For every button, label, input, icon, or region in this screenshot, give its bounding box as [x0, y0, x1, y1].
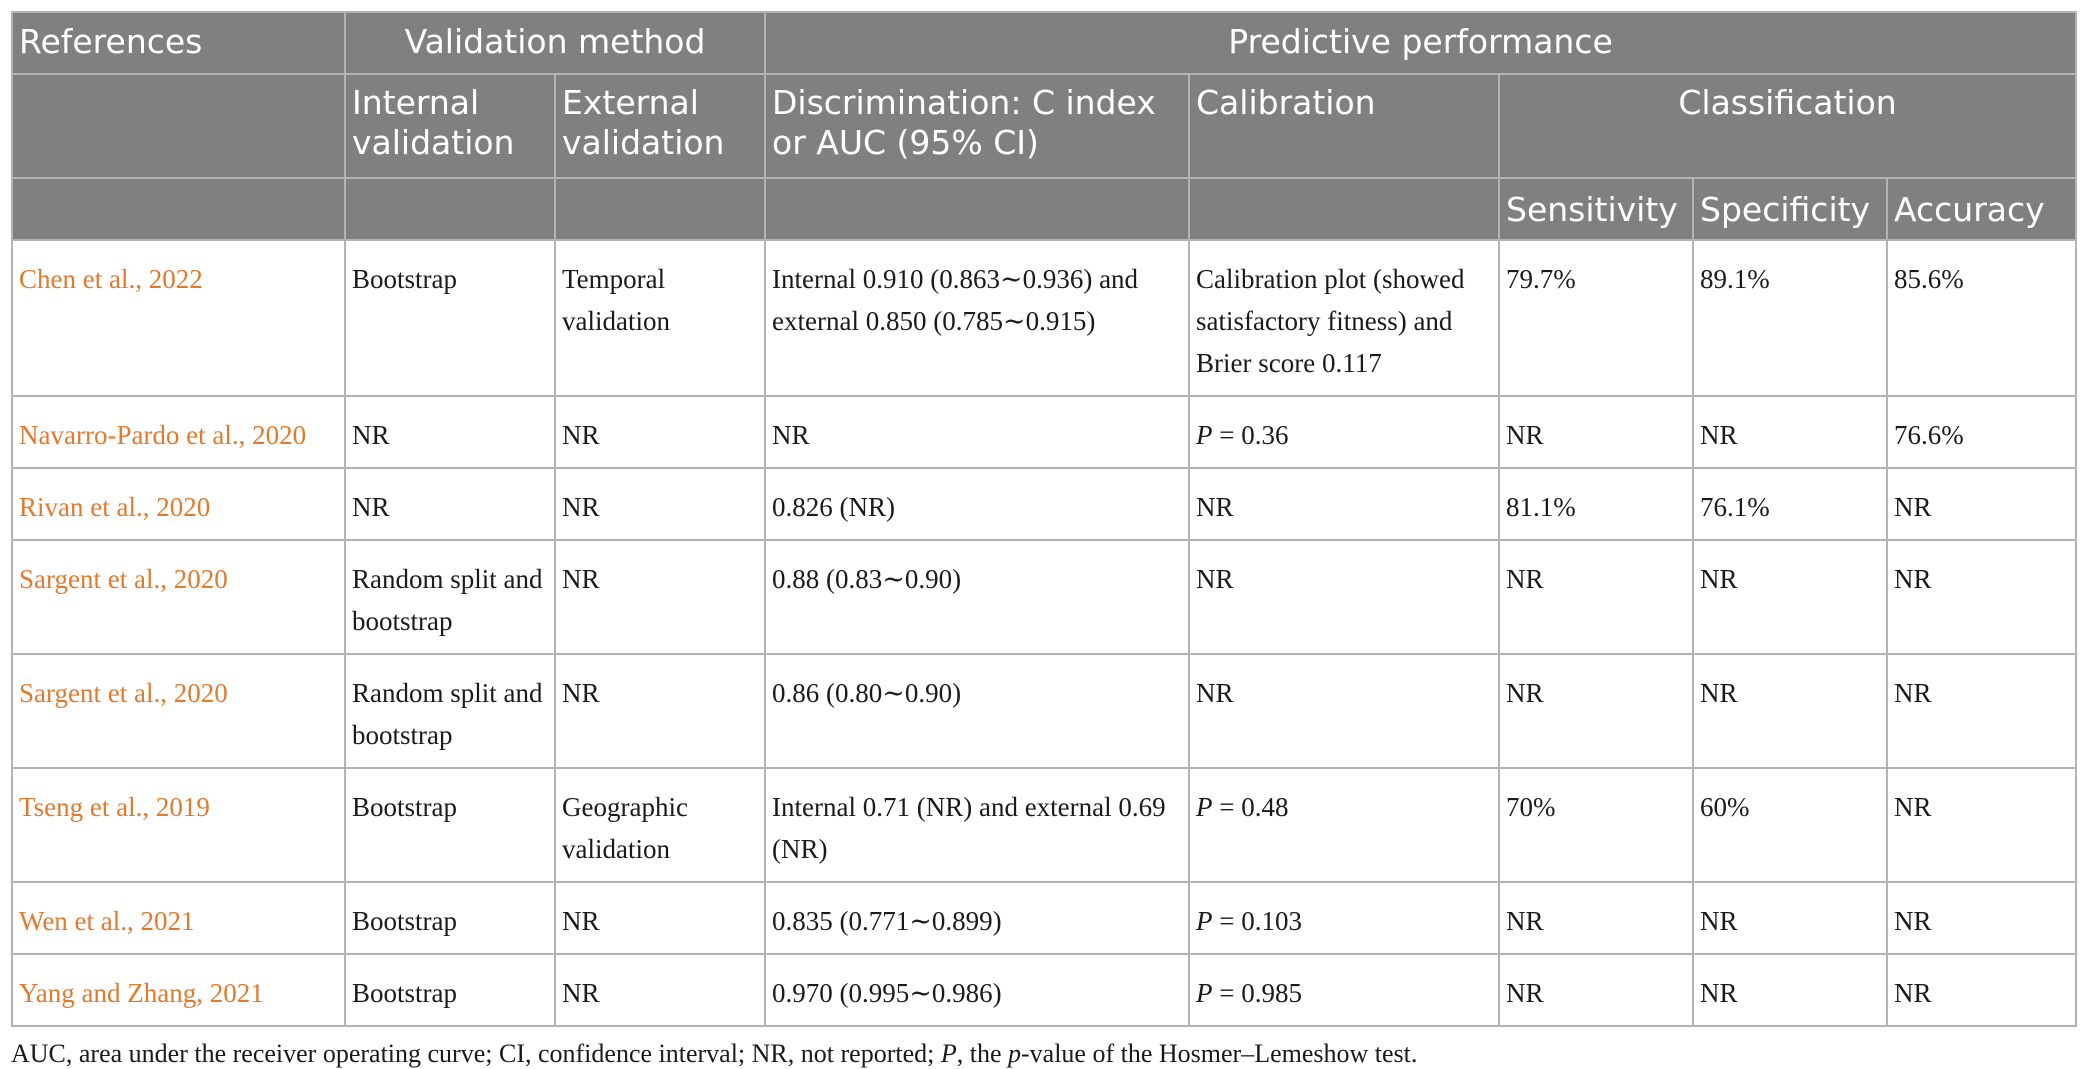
- header-validation-method: Validation method: [345, 12, 765, 74]
- accuracy-cell: 76.6%: [1887, 396, 2076, 468]
- calibration-p-symbol: P: [1196, 792, 1213, 822]
- external-validation-cell: NR: [555, 540, 765, 654]
- reference-year-link[interactable]: 2021: [209, 978, 264, 1008]
- sensitivity-cell: 79.7%: [1499, 240, 1693, 396]
- internal-validation-cell: NR: [345, 468, 555, 540]
- sensitivity-cell: NR: [1499, 540, 1693, 654]
- calibration-value: NR: [1196, 492, 1234, 522]
- header-classification: Classification: [1499, 74, 2076, 178]
- header-blank: [12, 178, 345, 240]
- internal-validation-cell: Random split and bootstrap: [345, 540, 555, 654]
- reference-authors: Yang and Zhang,: [19, 978, 210, 1008]
- external-validation-cell: NR: [555, 654, 765, 768]
- reference-year-link[interactable]: 2019: [155, 792, 210, 822]
- discrimination-cell: 0.88 (0.83∼0.90): [765, 540, 1189, 654]
- reference-authors: Sargent et al.,: [19, 678, 174, 708]
- reference-cell[interactable]: [12, 468, 345, 540]
- reference-cell[interactable]: [12, 882, 345, 954]
- reference-authors: Navarro-Pardo et al.,: [19, 420, 253, 450]
- header-discrimination: Discrimination: C index or AUC (95% CI): [765, 74, 1189, 178]
- footnote-text: -value of the Hosmer–Lemeshow test.: [1021, 1039, 1418, 1068]
- header-predictive-performance: Predictive performance: [765, 12, 2076, 74]
- discrimination-cell: 0.826 (NR): [765, 468, 1189, 540]
- external-validation-cell: NR: [555, 396, 765, 468]
- calibration-value: NR: [1196, 678, 1234, 708]
- header-blank: [12, 74, 345, 178]
- accuracy-cell: NR: [1887, 768, 2076, 882]
- sensitivity-cell: NR: [1499, 654, 1693, 768]
- calibration-value: = 0.48: [1212, 792, 1289, 822]
- discrimination-cell: Internal 0.910 (0.863∼0.936) and external 0.850 (0.785∼0.915): [765, 240, 1189, 396]
- reference-year-link[interactable]: 2022: [148, 264, 203, 294]
- calibration-value: NR: [1196, 564, 1234, 594]
- header-blank: [345, 178, 555, 240]
- table-container: [11, 11, 2075, 1069]
- header-blank: [1189, 178, 1499, 240]
- reference-cell[interactable]: [12, 396, 345, 468]
- discrimination-cell: 0.86 (0.80∼0.90): [765, 654, 1189, 768]
- reference-authors: Rivan et al.,: [19, 492, 157, 522]
- reference-year-link[interactable]: 2020: [173, 678, 228, 708]
- accuracy-cell: 85.6%: [1887, 240, 2076, 396]
- discrimination-cell: 0.970 (0.995∼0.986): [765, 954, 1189, 1026]
- reference-authors: Wen et al.,: [19, 906, 141, 936]
- specificity-cell: NR: [1693, 954, 1887, 1026]
- calibration-value: = 0.985: [1212, 978, 1302, 1008]
- specificity-cell: 60%: [1693, 768, 1887, 882]
- internal-validation-cell: Bootstrap: [345, 240, 555, 396]
- header-references: References: [12, 12, 345, 74]
- internal-validation-cell: NR: [345, 396, 555, 468]
- table-row: [12, 882, 2076, 954]
- external-validation-cell: Geographic validation: [555, 768, 765, 882]
- internal-validation-cell: Random split and bootstrap: [345, 654, 555, 768]
- calibration-p-symbol: P: [1196, 906, 1213, 936]
- reference-cell[interactable]: [12, 654, 345, 768]
- footnote-p-symbol: P: [940, 1039, 957, 1068]
- specificity-cell: 89.1%: [1693, 240, 1887, 396]
- header-blank: [555, 178, 765, 240]
- header-row-3: [12, 178, 2076, 240]
- table-row: [12, 468, 2076, 540]
- external-validation-cell: NR: [555, 882, 765, 954]
- sensitivity-cell: NR: [1499, 396, 1693, 468]
- header-sensitivity: Sensitivity: [1499, 178, 1693, 240]
- reference-authors: Chen et al.,: [19, 264, 149, 294]
- reference-authors: Tseng et al.,: [19, 792, 156, 822]
- external-validation-cell: Temporal validation: [555, 240, 765, 396]
- specificity-cell: 76.1%: [1693, 468, 1887, 540]
- sensitivity-cell: 70%: [1499, 768, 1693, 882]
- table-row: [12, 396, 2076, 468]
- specificity-cell: NR: [1693, 654, 1887, 768]
- internal-validation-cell: Bootstrap: [345, 768, 555, 882]
- discrimination-cell: Internal 0.71 (NR) and external 0.69 (NR): [765, 768, 1189, 882]
- calibration-cell: [1189, 768, 1499, 882]
- table-row: [12, 240, 2076, 396]
- reference-year-link[interactable]: 2021: [140, 906, 195, 936]
- calibration-value: Calibration plot (showed satisfactory fitness) and Brier score 0.117: [1196, 264, 1465, 378]
- external-validation-cell: NR: [555, 954, 765, 1026]
- specificity-cell: NR: [1693, 396, 1887, 468]
- calibration-p-symbol: P: [1196, 978, 1213, 1008]
- table-row: [12, 768, 2076, 882]
- reference-year-link[interactable]: 2020: [252, 420, 307, 450]
- calibration-value: = 0.103: [1212, 906, 1302, 936]
- external-validation-cell: NR: [555, 468, 765, 540]
- reference-year-link[interactable]: 2020: [156, 492, 211, 522]
- table-row: [12, 540, 2076, 654]
- header-internal-validation: Internal validation: [345, 74, 555, 178]
- reference-cell[interactable]: [12, 240, 345, 396]
- header-row-1: [12, 12, 2076, 74]
- calibration-cell: [1189, 954, 1499, 1026]
- predictive-performance-table: [11, 11, 2077, 1027]
- calibration-p-symbol: P: [1196, 420, 1213, 450]
- header-calibration: Calibration: [1189, 74, 1499, 178]
- specificity-cell: NR: [1693, 882, 1887, 954]
- accuracy-cell: NR: [1887, 954, 2076, 1026]
- internal-validation-cell: Bootstrap: [345, 882, 555, 954]
- calibration-value: = 0.36: [1212, 420, 1289, 450]
- accuracy-cell: NR: [1887, 468, 2076, 540]
- table-footnote: [11, 1039, 2075, 1069]
- table-row: [12, 654, 2076, 768]
- header-specificity: Specificity: [1693, 178, 1887, 240]
- header-blank: [765, 178, 1189, 240]
- table-row: [12, 954, 2076, 1026]
- internal-validation-cell: Bootstrap: [345, 954, 555, 1026]
- calibration-cell: [1189, 540, 1499, 654]
- footnote-text: , the: [956, 1039, 1008, 1068]
- header-external-validation: External validation: [555, 74, 765, 178]
- reference-year-link[interactable]: 2020: [173, 564, 228, 594]
- calibration-cell: [1189, 240, 1499, 396]
- reference-cell[interactable]: [12, 540, 345, 654]
- footnote-text: AUC, area under the receiver operating curve; CI, confidence interval; NR, not reported;: [11, 1039, 941, 1068]
- discrimination-cell: 0.835 (0.771∼0.899): [765, 882, 1189, 954]
- reference-cell[interactable]: [12, 954, 345, 1026]
- discrimination-cell: NR: [765, 396, 1189, 468]
- sensitivity-cell: NR: [1499, 882, 1693, 954]
- header-accuracy: Accuracy: [1887, 178, 2076, 240]
- calibration-cell: [1189, 882, 1499, 954]
- reference-authors: Sargent et al.,: [19, 564, 174, 594]
- calibration-cell: [1189, 468, 1499, 540]
- footnote-p-word: p: [1008, 1039, 1021, 1068]
- table-body: [12, 240, 2076, 1026]
- calibration-cell: [1189, 654, 1499, 768]
- calibration-cell: [1189, 396, 1499, 468]
- reference-cell[interactable]: [12, 768, 345, 882]
- sensitivity-cell: 81.1%: [1499, 468, 1693, 540]
- sensitivity-cell: NR: [1499, 954, 1693, 1026]
- header-row-2: [12, 74, 2076, 178]
- accuracy-cell: NR: [1887, 882, 2076, 954]
- accuracy-cell: NR: [1887, 540, 2076, 654]
- specificity-cell: NR: [1693, 540, 1887, 654]
- accuracy-cell: NR: [1887, 654, 2076, 768]
